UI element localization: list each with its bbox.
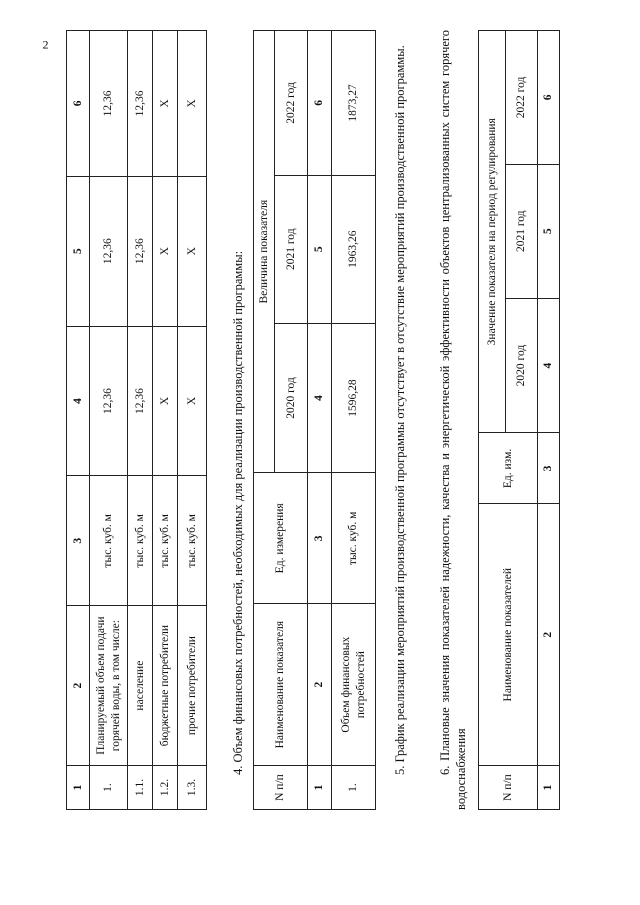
table-index-row [308,31,332,810]
table-cell: 5 [308,175,332,323]
header-2022: 2022 год [506,31,538,165]
row-number: 1. [90,766,128,810]
row-unit: тыс. куб. м [178,476,207,606]
table-cell: 3 [308,473,332,604]
row-unit: тыс. куб. м [332,473,376,604]
table-cell: 1 [538,766,560,810]
table-cell: 5 [67,176,90,326]
table-cell: 1 [67,766,90,810]
row-name: Объем финансовых потребностей [332,604,376,766]
value-2021: 12,36 [90,176,128,326]
table-index-row [538,31,560,810]
header-2020: 2020 год [275,323,308,473]
header-group: Значение показателя на период регулирования [479,31,506,433]
table-row [178,31,207,810]
row-name: Планируемый объем подачи горячей воды, в том числе: [90,606,128,766]
value-2022: X [153,31,178,177]
value-2021: X [153,176,178,326]
value-2022: 12,36 [90,31,128,177]
section-4-title: 4. Объем финансовых потребностей, необходимых для реализации производственной программы: [231,250,245,775]
header-name: Наименование показателя [254,604,308,766]
row-number: 1.2. [153,766,178,810]
indicators-table [478,30,560,810]
table-cell: 1 [308,766,332,810]
financial-needs-table [253,30,376,810]
section-5-text: 5. График реализации мероприятий производственной программы отсутствует в отсутствие мероприятий производственной программы. [393,45,407,775]
table-cell: 2 [538,504,560,766]
table-row [128,31,153,810]
row-number: 1.3. [178,766,207,810]
value-2022: X [178,31,207,177]
row-name: население [128,606,153,766]
header-unit: Ед. измерения [254,473,308,604]
table-row [153,31,178,810]
table-cell: 6 [308,31,332,176]
row-unit: тыс. куб. м [153,476,178,606]
row-unit: тыс. куб. м [128,476,153,606]
header-group: Величина показателя [254,31,275,473]
value-2020: X [178,326,207,476]
header-n: N п/п [254,766,308,810]
header-2022: 2022 год [275,31,308,176]
value-2020: 1596,28 [332,323,376,473]
header-name: Наименование показателей [479,504,538,766]
table-row [332,31,376,810]
table-cell: 3 [67,476,90,606]
header-n: N п/п [479,766,538,810]
row-name: бюджетные потребители [153,606,178,766]
value-2021: 1963,26 [332,175,376,323]
table-cell: 5 [538,164,560,298]
row-number: 1. [332,766,376,810]
header-2021: 2021 год [506,164,538,298]
section-6-text: 6. Плановые значения показателей надежности, качества и энергетической эффективности объектов централизованных систем горячего водоснабжения [438,30,468,810]
table-cell: 6 [538,31,560,165]
table-cell: 4 [67,326,90,476]
table-cell: 6 [67,31,90,177]
header-2020: 2020 год [506,298,538,433]
table-cell: 4 [538,298,560,433]
value-2022: 12,36 [128,31,153,177]
table-index-row [67,31,90,810]
value-2020: 12,36 [90,326,128,476]
value-2022: 1873,27 [332,31,376,176]
table-cell: 3 [538,433,560,504]
value-2020: X [153,326,178,476]
value-2021: 12,36 [128,176,153,326]
volume-table [66,30,207,810]
table-row [90,31,128,810]
row-name: прочие потребители [178,606,207,766]
row-number: 1.1. [128,766,153,810]
value-2020: 12,36 [128,326,153,476]
table-cell: 2 [308,604,332,766]
value-2021: X [178,176,207,326]
row-unit: тыс. куб. м [90,476,128,606]
header-2021: 2021 год [275,175,308,323]
table-cell: 4 [308,323,332,473]
header-unit: Ед. изм. [479,433,538,504]
table-cell: 2 [67,606,90,766]
page-number: 2 [42,37,49,52]
